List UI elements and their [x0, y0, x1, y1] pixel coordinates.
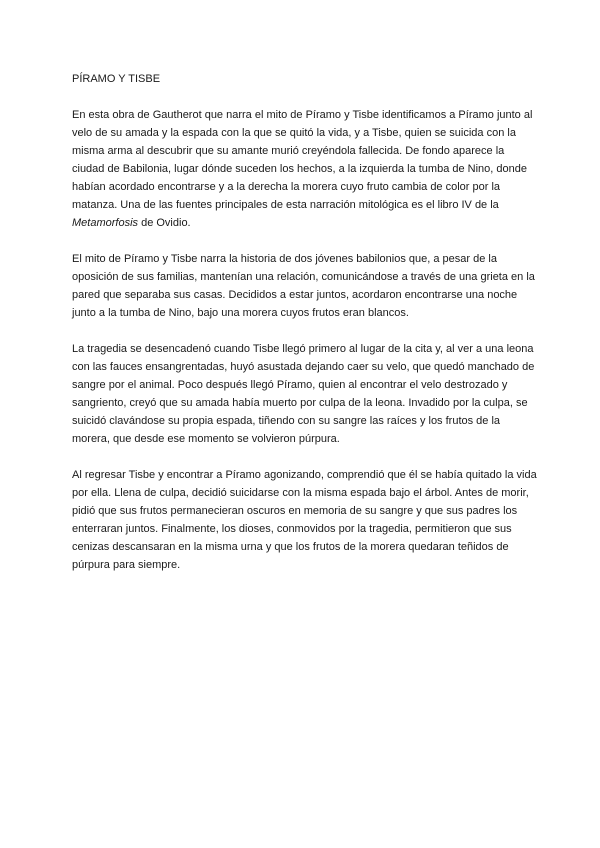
paragraph-tragedy: La tragedia se desencadenó cuando Tisbe llegó primero al lugar de la cita y, al ver a una leona con las fauces ensangrentadas, huyó asustada dejando caer su velo, que quedó manchado de sangre por el animal. Poco después llegó Píramo, quien al encontrar el velo destrozado y sangriento, creyó que su amada había muerto por culpa de la leona. Invadido por la culpa, se suicidó clavándose su propia espada, tiñendo con su sangre las raíces y los frutos de la morera, que desde ese momento se volvieron púrpura.: [72, 343, 535, 445]
paragraph-ending: Al regresar Tisbe y encontrar a Píramo agonizando, comprendió que él se había quitado la vida por ella. Llena de culpa, decidió suicidarse con la misma espada bajo el árbol. Antes de morir, pidió que sus frutos permanecieran oscuros en memoria de su sangre y que sus padres los enterraran juntos. Finalmente, los dioses, conmovidos por la tragedia, permitieron que sus cenizas descansaran en la misma urna y que los frutos de la morera quedaran teñidos de púrpura para siempre.: [72, 469, 537, 571]
paragraph-text: En esta obra de Gautherot que narra el mito de Píramo y Tisbe identificamos a Píramo junto al velo de su amada y la espada con la que se quitó la vida, y a Tisbe, quien se suicida con la misma arma al descubrir que su amante murió creyéndola fallecida. De fondo aparece la ciudad de Babilonia, lugar dónde suceden los hechos, a la izquierda la tumba de Nino, donde habían acordado encontrarse y a la derecha la morera cuyo fruto cambia de color por la matanza. Una de las fuentes principales de esta narración mitológica es el libro IV de la: [72, 109, 533, 211]
paragraph-myth-summary: El mito de Píramo y Tisbe narra la historia de dos jóvenes babilonios que, a pesar de la oposición de sus familias, mantenían una relación, comunicándose a través de una grieta en la pared que separaba sus casas. Decididos a estar juntos, acordaron encontrarse una noche junto a la tumba de Nino, bajo una morera cuyos frutos eran blancos.: [72, 253, 535, 319]
book-title-italic: Metamorfosis: [72, 217, 139, 229]
document-title: PÍRAMO Y TISBE: [72, 73, 161, 85]
paragraph-artwork-description: [72, 106, 537, 232]
paragraph-text-end: de Ovidio.: [138, 217, 191, 229]
document-body: [72, 70, 537, 592]
